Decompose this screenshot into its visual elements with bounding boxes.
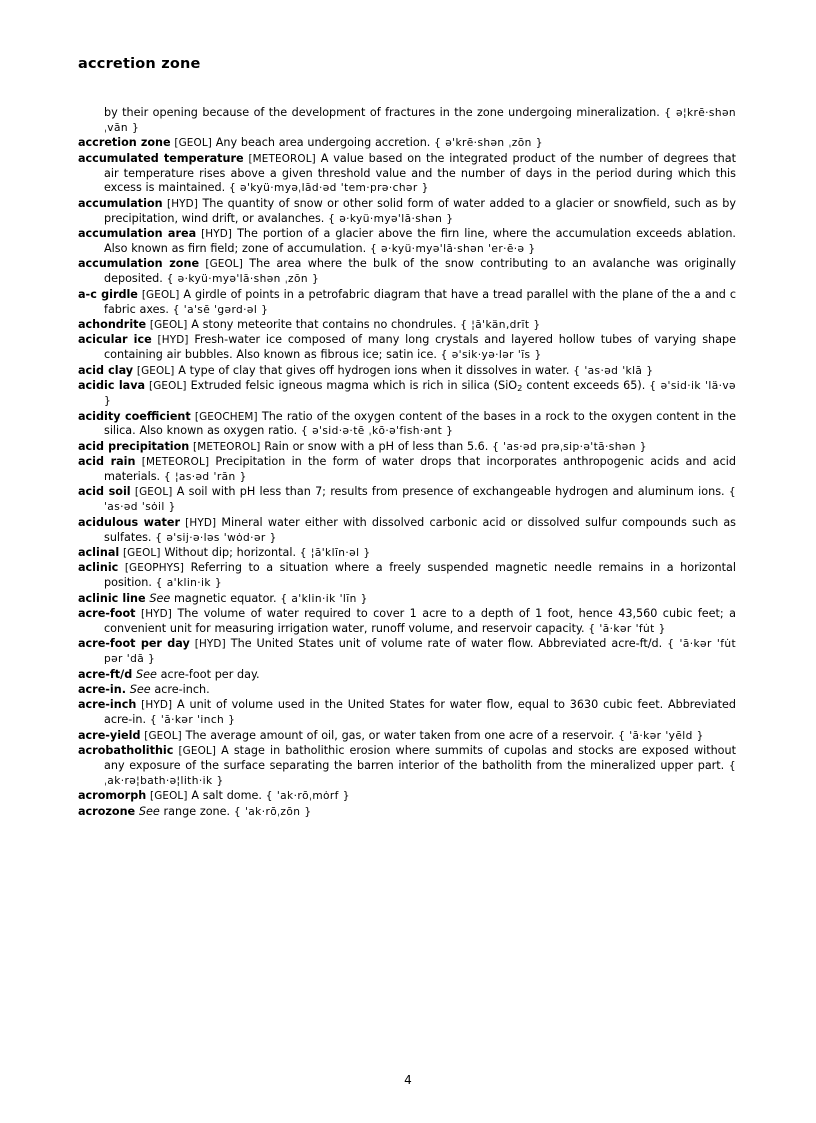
entry-definition: magnetic equator.	[174, 591, 277, 605]
entry-pronunciation: { 'a'sē 'gərd·əl }	[172, 303, 269, 316]
entry-definition: The volume of water required to cover 1 acre to a depth of 1 foot, hence 43,560 cubic feet; a convenient unit for measuring irrigation water, runoff volume, and reservoir capacity.	[104, 607, 736, 635]
entry-pronunciation: { ə'sid·ik 'lä·və }	[104, 380, 736, 408]
entry-headword: aclinal	[78, 546, 120, 560]
entry-pronunciation: { ə¦krē·shən ˌvān }	[104, 107, 736, 134]
entry-definition: The portion of a glacier above the firn line, where the accumulation exceeds ablation. Also known as firn field; zone of accumulation.	[104, 227, 736, 256]
entry-definition: range zone.	[163, 804, 231, 818]
dictionary-entry	[78, 364, 736, 379]
entry-definition: by their opening because of the development of fractures in the zone undergoing mineralization.	[104, 106, 660, 119]
entry-headword: accumulated temperature	[78, 151, 244, 165]
entry-headword: acre-foot per day	[78, 637, 190, 651]
dictionary-entry	[78, 333, 736, 363]
entry-definition: A value based on the integrated product of the number of degrees that air temperature rises above a given threshold value and the number of days in the period during which this excess is maintained.	[104, 151, 736, 195]
entry-pronunciation: { ə'sik·yə·lər 'īs }	[440, 349, 542, 362]
entry-field-label: [HYD]	[201, 228, 233, 241]
entry-definition: Fresh-water ice composed of many long crystals and layered hollow tubes of varying shape containing air bubbles. Also known as fibrous ice; satin ice.	[104, 333, 736, 362]
dictionary-entry	[78, 698, 736, 728]
entry-field-label: [METEOROL]	[248, 152, 316, 165]
entry-definition: A stage in batholithic erosion where summits of cupolas and stocks are exposed without any exposure of the surface separating the barren interior of the batholith from the mineralized upper part.	[104, 744, 736, 772]
entry-field-label: [GEOL]	[141, 288, 180, 301]
entry-pronunciation: { ə·kyü·myə'lā·shən ˌzōn }	[166, 273, 320, 286]
entry-pronunciation: { ¦as·əd 'rān }	[163, 471, 247, 484]
entry-headword: accumulation	[78, 196, 163, 210]
entry-see-label: See	[129, 683, 151, 697]
entry-headword: acid soil	[78, 485, 131, 499]
entry-headword: acrobatholithic	[78, 744, 174, 758]
dictionary-entry	[78, 197, 736, 227]
entry-pronunciation: { 'ā·kər 'fu̇t }	[588, 622, 666, 635]
entry-field-label: [GEOL]	[205, 258, 243, 271]
entry-headword: acid precipitation	[78, 439, 190, 453]
entry-pronunciation: { 'ā·kər 'inch }	[149, 714, 236, 727]
dictionary-entry	[78, 668, 736, 683]
entry-pronunciation: { ¦ā'kän‚drīt }	[460, 318, 541, 331]
entry-headword: acromorph	[78, 789, 147, 803]
entry-pronunciation: { ə'kyü·myəˌlād·əd 'tem·prə·chər }	[228, 182, 429, 195]
dictionary-entry	[78, 152, 736, 197]
entry-headword: a-c girdle	[78, 287, 138, 301]
dictionary-entry	[78, 516, 736, 546]
dictionary-entry	[78, 227, 736, 257]
entry-headword: acre-yield	[78, 728, 141, 742]
entry-definition: A soil with pH less than 7; results from presence of exchangeable hydrogen and aluminum ions.	[176, 485, 725, 499]
entry-field-label: [GEOL]	[174, 137, 212, 150]
entry-headword: acrozone	[78, 804, 136, 818]
entry-definition: A stony meteorite that contains no chondrules.	[191, 317, 457, 331]
dictionary-entry	[78, 440, 736, 455]
dictionary-entry	[78, 683, 736, 698]
entry-definition: The quantity of snow or other solid form of water added to a glacier or snowfield, such as by precipitation, wind drift, or avalanches.	[104, 196, 736, 225]
dictionary-entry	[78, 288, 736, 318]
entry-pronunciation: { 'ā·kər 'fu̇t pər 'dā }	[104, 638, 736, 666]
entry-field-label: [GEOCHEM]	[194, 410, 258, 423]
dictionary-entry	[78, 805, 736, 820]
dictionary-entry	[78, 607, 736, 637]
entry-field-label: [METEOROL]	[141, 456, 210, 469]
dictionary-entry	[78, 136, 736, 151]
dictionary-entry	[78, 257, 736, 287]
entry-definition: Referring to a situation where a freely suspended magnetic needle remains in a horizontal position.	[104, 561, 736, 590]
entry-see-label: See	[149, 591, 171, 605]
entry-definition: Extruded felsic igneous magma which is rich in silica (SiO$_2$ content exceeds 65).	[190, 379, 646, 394]
entry-headword: accumulation area	[78, 227, 197, 241]
entry-field-label: [GEOL]	[122, 547, 161, 560]
dictionary-entry	[78, 592, 736, 607]
entry-pronunciation: { ˌak·rə¦bath·ə¦lith·ik }	[104, 760, 736, 787]
entry-definition: The United States unit of volume rate of water flow. Abbreviated acre-ft/d.	[230, 637, 663, 651]
entry-field-label: [HYD]	[140, 608, 173, 621]
entry-definition: acre-foot per day.	[160, 667, 260, 681]
entry-definition: acre-inch.	[154, 683, 210, 697]
entry-headword: aclinic line	[78, 591, 146, 605]
entry-field-label: [METEOROL]	[193, 440, 261, 453]
page-number: 4	[404, 1073, 412, 1087]
entry-pronunciation: { ə'krē·shən ˌzōn }	[434, 137, 543, 150]
entry-headword: acidic lava	[78, 379, 146, 393]
entry-definition: A girdle of points in a petrofabric diagram that have a tread parallel with the plane of the a and c fabric axes.	[104, 287, 736, 316]
entry-definition: The ratio of the oxygen content of the bases in a rock to the oxygen content in the silica. Also known as oxygen ratio.	[104, 409, 736, 438]
entry-field-label: [HYD]	[157, 334, 189, 347]
entry-definition: The area where the bulk of the snow contributing to an avalanche was originally deposited.	[104, 257, 736, 286]
entry-see-label: See	[138, 804, 160, 818]
entry-field-label: [GEOL]	[149, 318, 188, 331]
entry-definition: Without dip; horizontal.	[164, 546, 297, 560]
entry-definition: A salt dome.	[191, 789, 262, 803]
entry-headword: acre-in.	[78, 683, 126, 697]
entry-pronunciation: { ə·kyü·myə'lā·shən 'er·ē·ə }	[369, 243, 536, 256]
dictionary-entry	[78, 729, 736, 744]
entry-field-label: [GEOL]	[149, 380, 187, 393]
entry-headword: acicular ice	[78, 333, 152, 347]
entry-definition: The average amount of oil, gas, or water taken from one acre of a reservoir.	[185, 728, 615, 742]
entry-definition: Rain or snow with a pH of less than 5.6.	[264, 439, 489, 453]
entry-pronunciation: { 'ā·kər 'yēld }	[618, 729, 704, 742]
entry-pronunciation: { 'as·əd prəˌsip·ə'tā·shən }	[492, 440, 647, 453]
page-title: accretion zone	[78, 56, 201, 72]
entry-continuation	[78, 106, 736, 136]
entry-headword: achondrite	[78, 317, 147, 331]
entry-field-label: [HYD]	[141, 699, 173, 712]
entry-definition: A unit of volume used in the United States for water flow, equal to 3630 cubic feet. Abbreviated acre-in.	[104, 698, 737, 727]
entry-field-label: [GEOL]	[136, 364, 175, 377]
dictionary-entry	[78, 485, 736, 515]
entry-field-label: [HYD]	[194, 638, 226, 651]
entry-field-label: [GEOL]	[134, 486, 173, 499]
entry-pronunciation: { ə·kyü·myə'lā·shən }	[328, 212, 454, 225]
entry-definition: Precipitation in the form of water drops that incorporates anthropogenic acids and acid materials.	[104, 455, 736, 484]
entry-field-label: [GEOPHYS]	[124, 562, 185, 575]
dictionary-entry	[78, 410, 736, 440]
entry-definition: Mineral water either with dissolved carbonic acid or dissolved sulfur compounds such as sulfates.	[104, 515, 737, 544]
entry-headword: acre-ft/d	[78, 667, 133, 681]
dictionary-entry	[78, 318, 736, 333]
dictionary-entry	[78, 637, 736, 667]
entry-field-label: [HYD]	[185, 516, 217, 529]
entry-list	[78, 106, 736, 820]
entry-pronunciation: { ə'sid·ə·tē ˌkō·ə'fish·ənt }	[301, 425, 454, 438]
entry-headword: acid rain	[78, 455, 136, 469]
dictionary-entry	[78, 744, 736, 789]
entry-pronunciation: { 'as·əd 'sȯil }	[104, 486, 736, 514]
entry-see-label: See	[136, 667, 157, 681]
entry-pronunciation: { ¦ā'klīn·əl }	[299, 547, 371, 560]
entry-headword: acre-inch	[78, 698, 137, 712]
entry-field-label: [HYD]	[167, 197, 199, 210]
dictionary-entry	[78, 789, 736, 804]
entry-pronunciation: { a'klin·ik 'līn }	[280, 592, 368, 605]
entry-pronunciation: { 'as·əd 'klā }	[573, 364, 654, 377]
entry-headword: aclinic	[78, 561, 119, 575]
entry-headword: accretion zone	[78, 136, 171, 150]
entry-field-label: [GEOL]	[144, 729, 182, 742]
entry-field-label: [GEOL]	[178, 745, 217, 758]
dictionary-entry	[78, 379, 736, 409]
entry-definition: A type of clay that gives off hydrogen ions when it dissolves in water.	[178, 363, 570, 377]
entry-headword: acidulous water	[78, 515, 180, 529]
entry-definition: Any beach area undergoing accretion.	[215, 136, 431, 150]
dictionary-entry	[78, 561, 736, 591]
entry-headword: acid clay	[78, 363, 134, 377]
dictionary-entry	[78, 546, 736, 561]
entry-pronunciation: { 'ak·rōˌzōn }	[233, 805, 312, 818]
entry-pronunciation: { ə'sij·ə·ləs 'wȯd·ər }	[155, 531, 277, 544]
entry-headword: accumulation zone	[78, 257, 200, 271]
entry-pronunciation: { a'klin·ik }	[155, 577, 223, 590]
entry-field-label: [GEOL]	[149, 790, 188, 803]
dictionary-entry	[78, 455, 736, 485]
entry-pronunciation: { 'ak·rōˌmȯrf }	[265, 790, 350, 803]
entry-headword: acidity coefficient	[78, 409, 191, 423]
entry-headword: acre-foot	[78, 607, 136, 621]
